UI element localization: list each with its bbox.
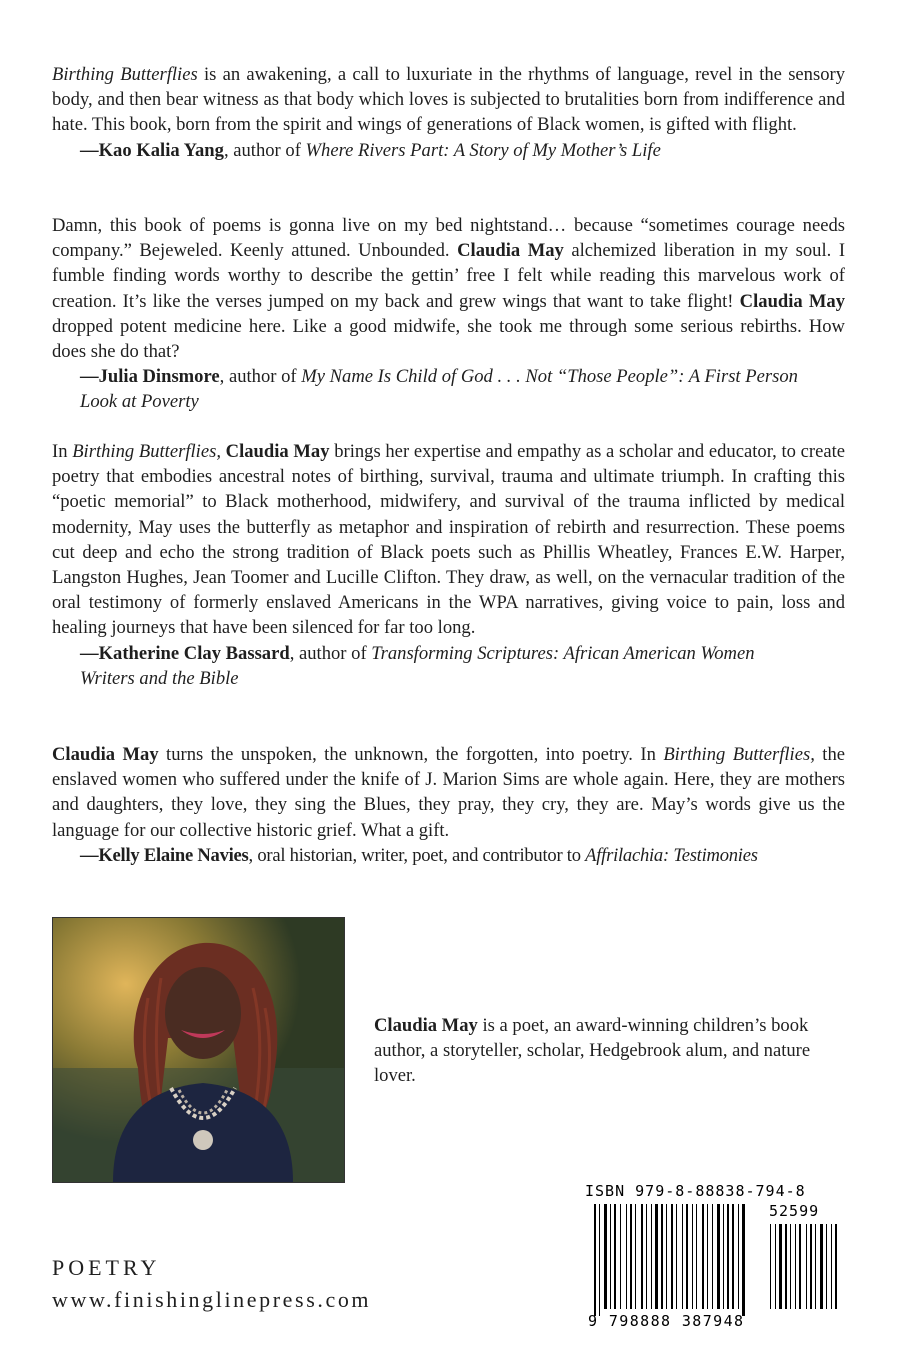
barcode-bar bbox=[826, 1224, 827, 1309]
barcode-bar bbox=[635, 1204, 636, 1309]
barcode-bar bbox=[599, 1204, 600, 1316]
blurb-1-attribution: —Kao Kalia Yang, author of Where Rivers Part: A Story of My Mother’s Life bbox=[80, 139, 661, 161]
blurb-2-work: My Name Is Child of God . . . Not “Those People”: A First Person bbox=[301, 366, 798, 388]
barcode-bar bbox=[712, 1204, 713, 1309]
blurb-3-author: Katherine Clay Bassard bbox=[98, 642, 290, 664]
blurb-4-attribution: —Kelly Elaine Navies, oral historian, writer, poet, and contributor to Affrilachia: Testimonies bbox=[80, 844, 758, 866]
barcode-bar bbox=[723, 1204, 724, 1309]
barcode-bar bbox=[770, 1224, 771, 1309]
barcode-bar bbox=[799, 1224, 801, 1309]
book-title: Birthing Butterflies bbox=[52, 64, 198, 85]
blurb-2-text: Damn, this book of poems is gonna live on my bed nightstand… because “sometimes courage needs company.” Bejeweled. Keenly attuned. Unbounded. Claudia May alchemized liberation in my soul. I fumble finding words worthy to describe the gettin’ free I felt while reading this marvelous work of creation. It’s like the verses jumped on my back and grew wings that want to take flight! Claudia May dropped potent medicine here. Like a good midwife, she took me through some serious rebirths. How does she do that? bbox=[52, 215, 846, 363]
barcode-bar bbox=[775, 1224, 776, 1309]
barcode-bar bbox=[779, 1224, 782, 1309]
blurb-2 bbox=[52, 213, 845, 415]
barcode-bar bbox=[671, 1204, 673, 1309]
barcode-bar bbox=[682, 1204, 683, 1309]
blurb-1 bbox=[52, 62, 845, 163]
author-name: Claudia May bbox=[374, 1015, 478, 1036]
barcode-bar bbox=[806, 1224, 807, 1309]
barcode-bar bbox=[738, 1204, 739, 1309]
barcode-bar bbox=[795, 1224, 796, 1309]
blurb-3-work: Transforming Scriptures: African American Women bbox=[371, 642, 755, 664]
barcode-bar bbox=[666, 1204, 667, 1309]
barcode-bar bbox=[614, 1204, 616, 1309]
blurb-3-text: In Birthing Butterflies, Claudia May brings her expertise and empathy as a scholar and educator, to create poetry that embodies ancestral notes of birthing, survival, trauma and ultimate triumph. In crafting this “poetic memorial” to Black motherhood, midwifery, and survival of the trauma inflicted by medical modernity, May uses the butterfly as metaphor and inspiration of rebirth and resurrection. These poems cut deep and echo the strong tradition of Black poets such as Phillis Wheatley, Frances E.W. Harper, Langston Hughes, Jean Toomer and Lucille Clifton. They draw, as well, on the vernacular tradition of the oral testimony of formerly enslaved Americans in the WPA narratives, giving voice to pain, loss and healing journeys that have been silenced for far too long. bbox=[52, 441, 846, 639]
barcode-bar bbox=[620, 1204, 621, 1309]
blurb-4 bbox=[52, 742, 845, 868]
barcode-bar bbox=[835, 1224, 837, 1309]
author-bio: Claudia May is a poet, an award-winning children’s book author, a storyteller, scholar, Hedgebrook alum, and nature lover. bbox=[374, 1015, 811, 1087]
barcode-bar bbox=[742, 1204, 745, 1316]
barcode-bar bbox=[831, 1224, 832, 1309]
barcode-bar bbox=[790, 1224, 791, 1309]
blurb-4-work: Affrilachia: Testimonies bbox=[585, 844, 758, 866]
barcode-bar bbox=[696, 1204, 697, 1309]
barcode-digits: 9 798888 387948 bbox=[588, 1312, 745, 1330]
blurb-4-text: Claudia May turns the unspoken, the unknown, the forgotten, into poetry. In Birthing Butterflies, the enslaved women who suffered under the knife of J. Marion Sims are whole again. Here, they are mothers and daughters, they love, they sing the Blues, they pray, they cry, they are. May’s words give us the language for our collective historic grief. What a gift. bbox=[52, 744, 845, 841]
barcode-bar bbox=[676, 1204, 677, 1309]
barcode-bar bbox=[815, 1224, 816, 1309]
barcode-bar bbox=[626, 1204, 627, 1309]
barcode-bar bbox=[820, 1224, 823, 1309]
barcode-bar bbox=[707, 1204, 708, 1309]
barcode-bar bbox=[630, 1204, 632, 1309]
barcode-bar bbox=[732, 1204, 734, 1309]
blurb-3-attribution: —Katherine Clay Bassard, author of Transforming Scriptures: African American Women Writers and the Bible bbox=[52, 641, 845, 691]
barcode-bar bbox=[610, 1204, 611, 1309]
blurb-4-author: Kelly Elaine Navies bbox=[98, 844, 249, 866]
isbn-label: ISBN 979-8-88838-794-8 bbox=[585, 1182, 806, 1200]
blurb-2-work-cont: Look at Poverty bbox=[80, 391, 199, 413]
author-name: Claudia May bbox=[457, 240, 564, 262]
barcode-bar bbox=[702, 1204, 704, 1309]
category-label: POETRY bbox=[52, 1255, 161, 1280]
barcode-bar bbox=[641, 1204, 643, 1309]
barcode-bar bbox=[727, 1204, 729, 1309]
author-portrait-image bbox=[53, 918, 344, 1182]
barcode-bar bbox=[686, 1204, 688, 1309]
publisher-website: www.finishinglinepress.com bbox=[52, 1287, 372, 1312]
barcode-bar bbox=[655, 1204, 658, 1309]
blurb-3-work-cont: Writers and the Bible bbox=[80, 667, 239, 689]
author-name: Claudia May bbox=[52, 744, 159, 765]
barcode-bar bbox=[785, 1224, 787, 1309]
blurb-3 bbox=[52, 439, 845, 691]
barcode-bar bbox=[651, 1204, 652, 1309]
isbn-barcode bbox=[580, 1180, 845, 1335]
book-title: Birthing Butterflies, bbox=[663, 744, 815, 765]
book-title: Birthing Butterflies, bbox=[72, 441, 221, 462]
author-photo bbox=[52, 917, 345, 1183]
blurb-1-work: Where Rivers Part: A Story of My Mother’s Life bbox=[305, 139, 661, 161]
barcode-bar bbox=[692, 1204, 693, 1309]
barcode-bar bbox=[717, 1204, 720, 1309]
barcode-bar bbox=[661, 1204, 663, 1309]
barcode-bar bbox=[646, 1204, 647, 1309]
blurb-1-text: Birthing Butterflies is an awakening, a call to luxuriate in the rhythms of language, revel in the sensory body, and then bear witness as that body which loves is subjected to brutalities born from indifference and hate. This book, born from the spirit and wings of generations of Black women, is gifted with flight. bbox=[52, 64, 845, 136]
barcode-bar bbox=[810, 1224, 812, 1309]
author-name: Claudia May bbox=[739, 290, 846, 312]
barcode-bar bbox=[604, 1204, 607, 1309]
blurb-1-author: Kao Kalia Yang bbox=[98, 139, 224, 161]
blurb-2-attribution: —Julia Dinsmore, author of My Name Is Child of God . . . Not “Those People”: A First Person Look at Poverty bbox=[52, 364, 845, 414]
author-name: Claudia May bbox=[225, 441, 330, 462]
blurb-2-author: Julia Dinsmore bbox=[98, 366, 220, 388]
barcode-bar bbox=[594, 1204, 596, 1316]
price-code: 52599 bbox=[769, 1202, 820, 1220]
